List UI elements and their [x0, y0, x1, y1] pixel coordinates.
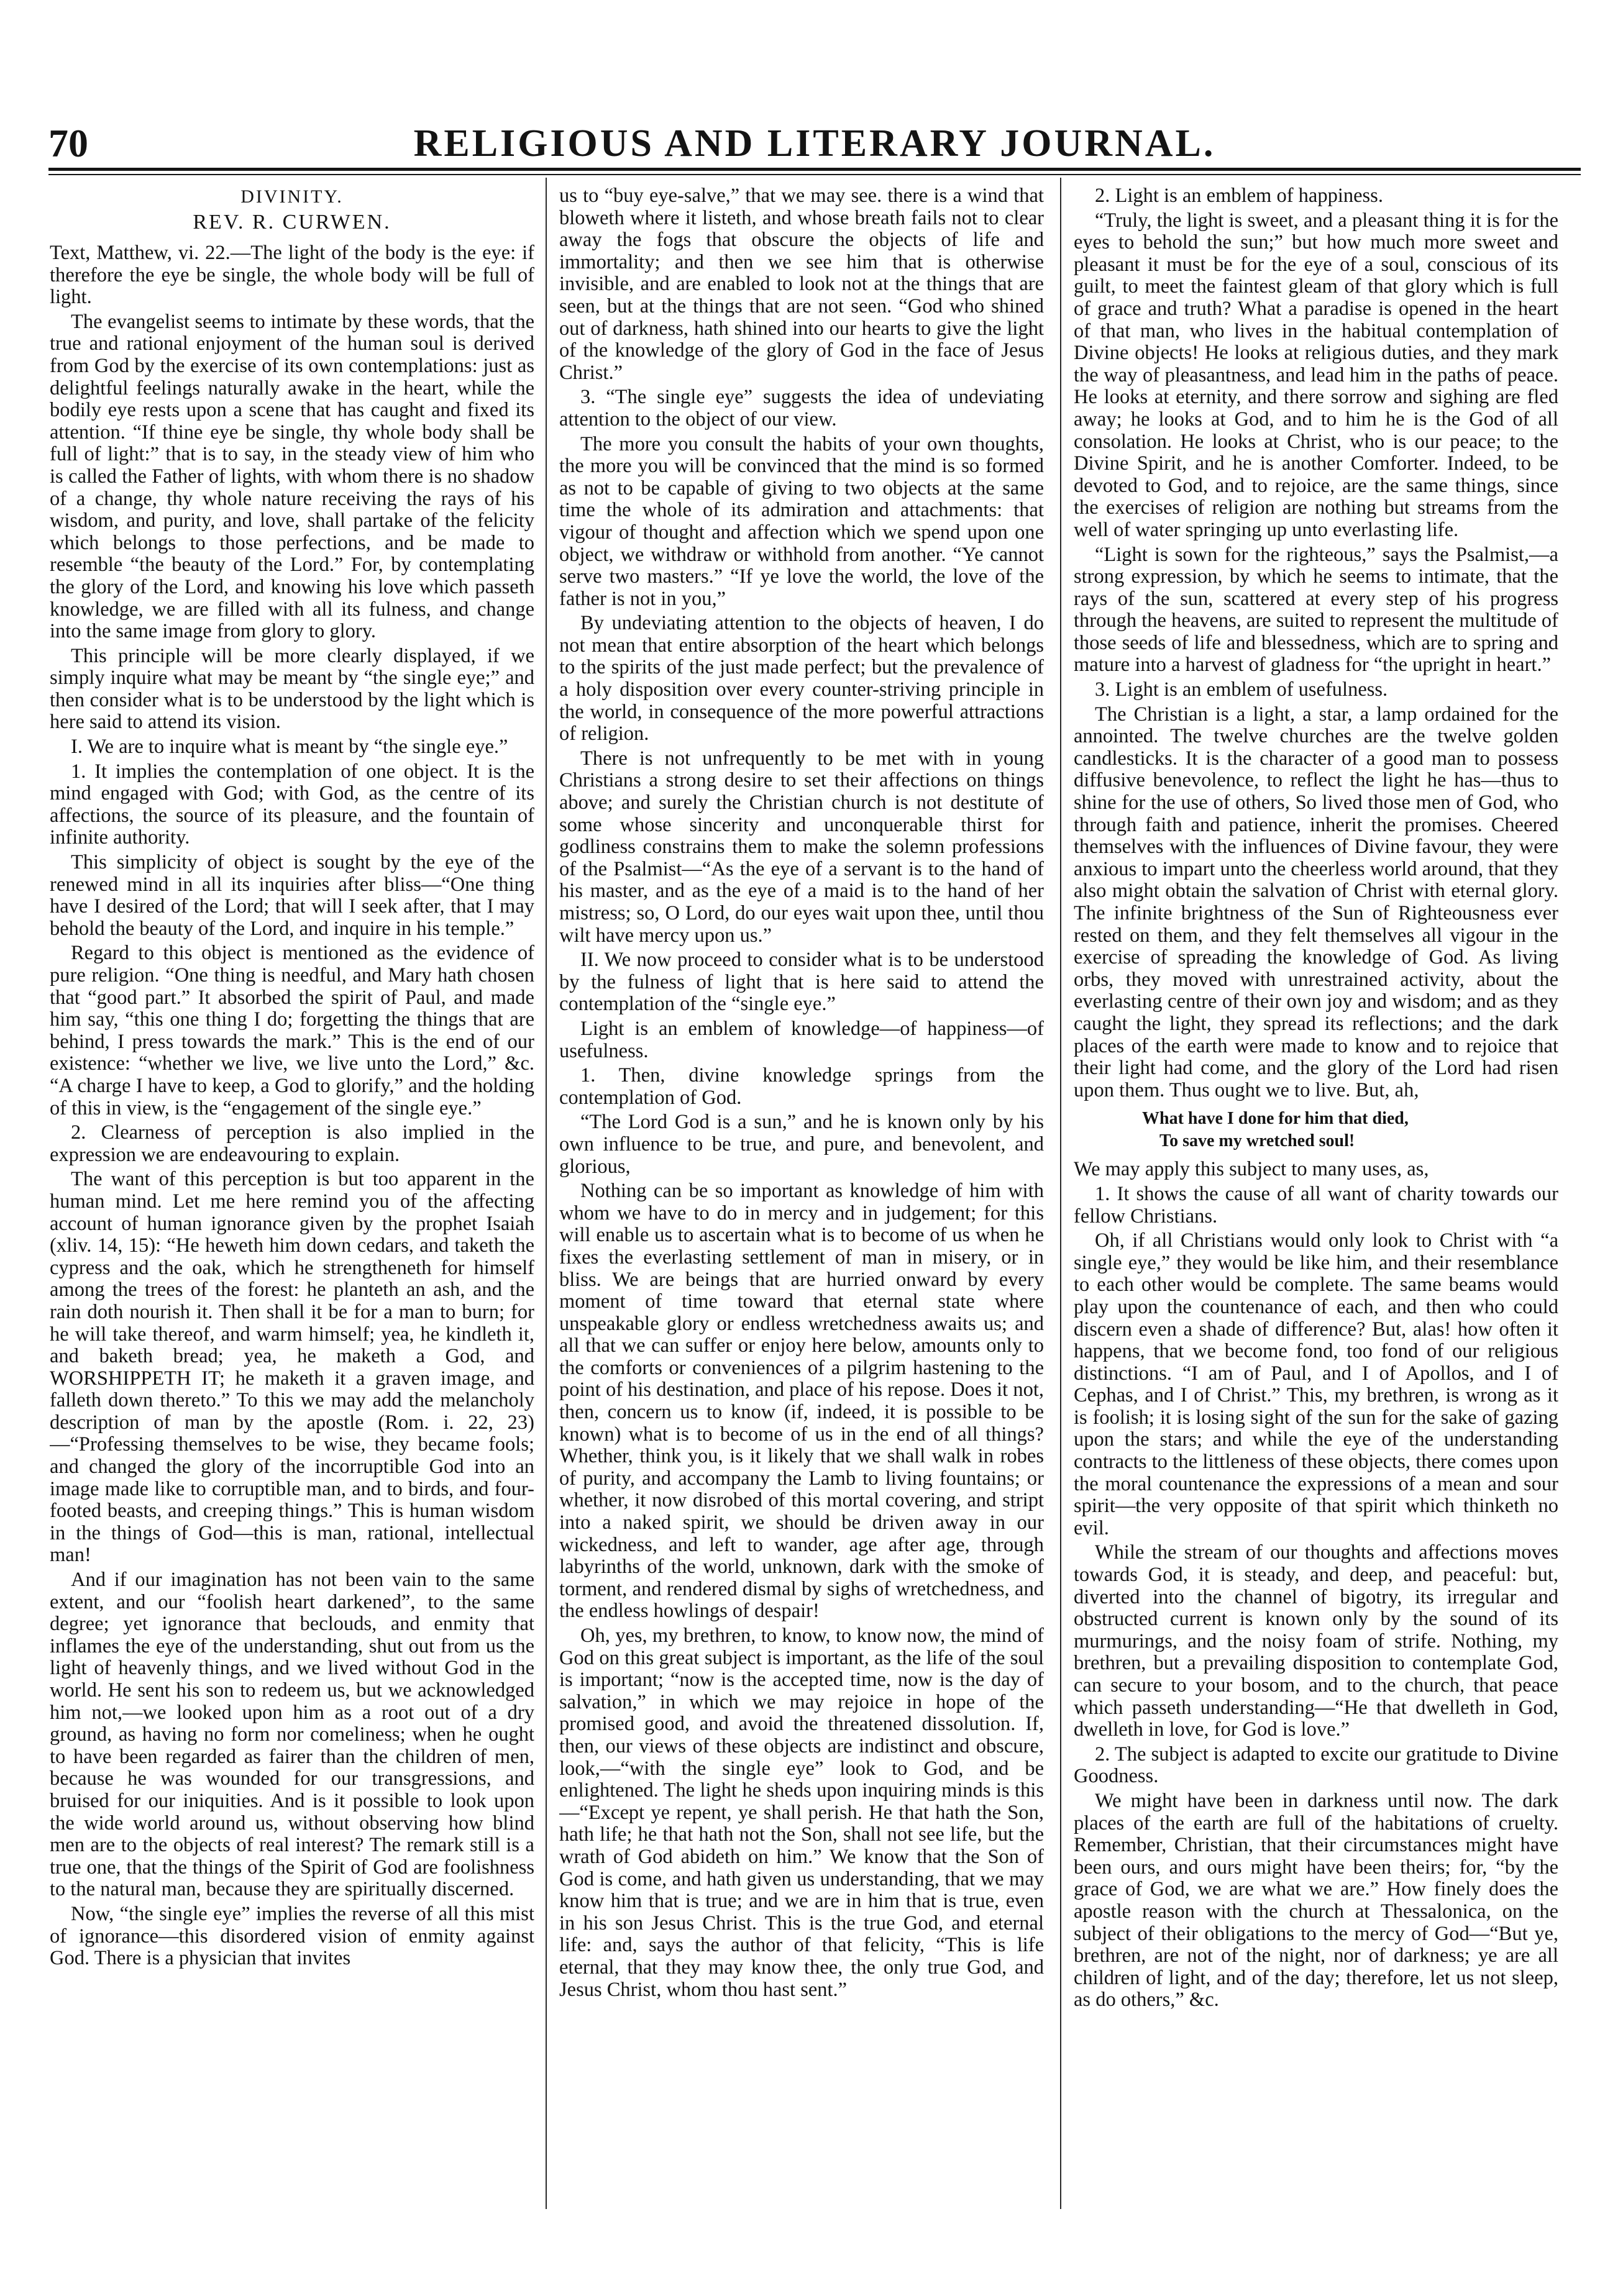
- paragraph: The evangelist seems to intimate by these words, that the true and rational enjoyment of the human soul is derived from God by the exercise of its own contemplations: just as delightful feelings naturally awake in the heart, while the bodily eye rests upon a scene that has caught and fixed its attention. “If thine eye be single, thy whole body shall be full of light:” that is to say, in the steady view of him who is called the Father of lights, with whom there is no shadow of a change, thy whole nature receiving the rays of his wisdom, and purity, and love, shall partake of the felicity which belongs to those perfections, and be made to resemble “the beauty of the Lord.” For, by contemplating the glory of the Lord, and knowing his love which passeth knowledge, we are filled with all its fulness, and change into the same image from glory to glory.: [50, 310, 534, 643]
- paragraph: The Christian is a light, a star, a lamp ordained for the annointed. The twelve churches are the twelve golden candlesticks. It is the character of a good man to possess diffusive benevolence, to reflect the light he has—thus to shine for the use of others, So lived those men of God, who through faith and patience, inherit the promises. Cheered themselves with the influences of Divine favour, they were anxious to impart unto the cheerless world around, that they also might obtain the salvation of Christ with eternal glory. The infinite brightness of the Sun of Righteousness ever rested on them, and they felt themselves all vigour in the exercise of spreading the knowledge of God. As living orbs, they moved with unrestrained activity, about the everlasting centre of their own joy and wisdom; and as they caught the light, they spread its reflections; and the dark places of the earth were made to know and to rejoice that their light had come, and the glory of the Lord had risen upon them. Thus ought we to live. But, ah,: [1074, 703, 1558, 1101]
- paragraph: Oh, if all Christians would only look to Christ with “a single eye,” they would be like him, and their resemblance to each other would be complete. The same beams would play upon the countenance of each, and then who could discern even a shade of difference? But, alas! how often it happens, that we become fond, too fond of our religious distinctions. “I am of Paul, and I of Apollos, and I of Cephas, and I of Christ.” This, my brethren, is wrong as it is foolish; it is losing sight of the sun for the sake of gazing upon the stars; and while the eye of the understanding contracts to the littleness of these objects, there comes upon the moral countenance the expressions of a mean and sour spirit—the very opposite of that spirit which thinketh no evil.: [1074, 1229, 1558, 1539]
- paragraph: I. We are to inquire what is meant by “the single eye.”: [71, 736, 508, 758]
- paragraph: us to “buy eye-salve,” that we may see. there is a wind that bloweth where it listeth, and whose breath fails not to clear away the fogs that obscure the objects of life and immortality; and then we see him that is otherwise invisible, and are enabled to look not at the things that are seen, but at the things that are not seen. “God who shined out of darkness, hath shined into our hearts to give the light of the knowledge of the glory of God in the face of Jesus Christ.”: [559, 185, 1044, 384]
- header-rule-thick: [48, 168, 1581, 171]
- header-rule-thin: [48, 174, 1581, 175]
- paragraph: The more you consult the habits of your own thoughts, the more you will be convinced that the mind is so formed as not to be capable of giving to two objects at the same time the whole of its admiration and attachments: that vigour of thought and affection which we spend upon one object, we withdraw or withhold from another. “Ye cannot serve two masters.” “If ye love the world, the love of the father is not in you,”: [559, 432, 1044, 610]
- paragraph: While the stream of our thoughts and affections moves towards God, it is steady, and deep, and peaceful: but, diverted into the channel of bigotry, its irregular and obstructed current is known only by the sound of its murmurings, and the noisy foam of strife. Nothing, my brethren, but a prevailing disposition to contemplate God, can secure to your bosom, and to the church, that peace which passeth understanding—“He that dwelleth in God, dwelleth in love, for God is love.”: [1074, 1541, 1558, 1741]
- paragraph: 1. It shows the cause of all want of charity towards our fellow Christians.: [1074, 1182, 1558, 1228]
- paragraph: This simplicity of object is sought by the eye of the renewed mind in all its inquiries after bliss—“One thing have I desired of the Lord; that will I seek after, that I may behold the beauty of the Lord, and inquire in his temple.”: [50, 851, 534, 940]
- paragraph: 1. Then, divine knowledge springs from the contemplation of God.: [559, 1064, 1044, 1109]
- hymn-line: What have I done for him that died,: [1142, 1109, 1409, 1129]
- column-left: [50, 185, 534, 2204]
- paragraph: There is not unfrequently to be met with in young Christians a strong desire to set their affections on things above; and surely the Christian church is not destitute of some whose sincerity and unconquerable thirst for godliness constrains them to make the solemn professions of the Psalmist—“As the eye of a servant is to the hand of his master, and as the eye of a maid is to the hand of her mistress; so, O Lord, do our eyes wait upon thee, until thou wilt have mercy upon us.”: [559, 747, 1044, 947]
- paragraph: Now, “the single eye” implies the reverse of all this mist of ignorance—this disordered vision of enmity against God. There is a physician that invites: [50, 1902, 534, 1970]
- column-divider-left: [546, 178, 547, 2209]
- hymn-line: To save my wretched soul!: [1159, 1131, 1355, 1151]
- paragraph: The want of this perception is but too apparent in the human mind. Let me here remind you of the affecting account of human ignorance given by the prophet Isaiah (xliv. 14, 15): “He heweth him down cedars, and taketh the cypress and the oak, which he strengtheneth for himself among the trees of the forest: he planteth an ash, and the rain doth nourish it. Then shall it be for a man to burn; for he will take thereof, and warm himself; yea, he kindleth it, and baketh bread; yea, he maketh a God, and WORSHIPPETH IT; he maketh it a graven image, and falleth down thereto.” To this we may add the melancholy description of man by the apostle (Rom. i. 22, 23)—“Professing themselves to be wise, they became fools; and changed the glory of the incorruptible God into an image made like to corruptible man, and to birds, and four-footed beasts, and creeping things.” This is human wisdom in the things of God—this is man, rational, intellectual man!: [50, 1168, 534, 1567]
- paragraph: 2. Clearness of perception is also implied in the expression we are endeavouring to explain.: [50, 1121, 534, 1166]
- paragraph: “The Lord God is a sun,” and he is known only by his own influence to be true, and pure, and benevolent, and glorious,: [559, 1111, 1044, 1178]
- paragraph: By undeviating attention to the objects of heaven, I do not mean that entire absorption of the heart which belongs to the spirits of the just made perfect; but the prevalence of a holy disposition over every counter-striving principle in the world, in consequence of the more powerful attractions of religion.: [559, 612, 1044, 745]
- paragraph: 3. “The single eye” suggests the idea of undeviating attention to the object of our view.: [559, 386, 1044, 430]
- paragraph: 3. Light is an emblem of usefulness.: [1095, 678, 1388, 701]
- paragraph: Nothing can be so important as knowledge of him with whom we have to do in mercy and in judgement; for this will enable us to ascertain what is to become of us when he fixes the everlasting settlement of man in misery, or in bliss. We are beings that are hurried onward by every moment of time toward that eternal state where unspeakable glory or endless wretchedness awaits us; and all that we can suffer or enjoy here below, amounts only to the comforts or conveniences of a pilgrim hastening to the point of his destination, and place of his repose. Does it not, then, concern us to know (if, indeed, it is possible to be known) what is to become of us in the end of all things? Whether, think you, is it likely that we shall walk in robes of purity, and accompany the Lamb to living fountains; or whether, it now disrobed of this mortal covering, and stript into a naked spirit, we should be driven away in our wickedness, and left to wander, age after age, through labyrinths of the world, unknown, dark with the smoke of torment, and rendered dismal by sighs of wretchedness, and the endless howlings of despair!: [559, 1180, 1044, 1623]
- hymn-quote: [1074, 1108, 1558, 1152]
- column-middle: [559, 185, 1044, 2204]
- column-right: [1074, 185, 1558, 2204]
- paragraph: Oh, yes, my brethren, to know, to know now, the mind of God on this great subject is important, as the life of the soul is important; “now is the accepted time, now is the day of salvation,” in which we may rejoice in hope of the promised good, and avoid the threatened dissolution. If, then, our views of these objects are indistinct and obscure, look,—“with the single eye” look to God, and be enlightened. The light he sheds upon inquiring minds is this—“Except ye repent, ye shall perish. He that hath the Son, hath life; he that hath not the Son, shall not see life, but the wrath of God abideth on him.” We know that the Son of God is come, and hath given us understanding, that we may know him that is true; and we are in him that is true, even in his son Jesus Christ. This is the true God, and eternal life: and, says the author of that felicity, “This is life eternal, that they may know thee, the only true God, and Jesus Christ, whom thou hast sent.”: [559, 1624, 1044, 2001]
- paragraph: “Truly, the light is sweet, and a pleasant thing it is for the eyes to behold the sun;” but how much more sweet and pleasant it must be for the eye of a soul, conscious of its guilt, to meet the faintest gleam of that glory which is full of grace and truth? What a paradise is opened in the heart of that man, who lives in the habitual contemplation of Divine objects! He looks at religious duties, and they mark the way of pleasantness, and lead him in the paths of peace. He looks at eternity, and there sorrow and sighing are fled away; he looks at God, and to him he is the God of all consolation. He looks at Christ, who is our peace; to the Divine Spirit, and he is another Comforter. Indeed, to be devoted to God, and to rejoice, are the same things, since the exercises of religion are nothing but streams from the well of water springing up unto everlasting life.: [1074, 209, 1558, 541]
- paragraph: 2. The subject is adapted to excite our gratitude to Divine Goodness.: [1074, 1742, 1558, 1788]
- paragraph: “Light is sown for the righteous,” says the Psalmist,—a strong expression, by which he seems to intimate, that the rays of the sun, scattered at every step of his progress through the heavens, are suited to represent the multitude of those seeds of life and blessedness, which are to spring and mature into a harvest of gladness for “the upright in heart.”: [1074, 543, 1558, 676]
- paragraph: Text, Matthew, vi. 22.—The light of the body is the eye: if therefore the eye be single, the whole body will be full of light.: [50, 242, 534, 309]
- paragraph: 2. Light is an emblem of happiness.: [1095, 185, 1383, 207]
- journal-title: RELIGIOUS AND LITERARY JOURNAL.: [413, 122, 1216, 165]
- paragraph: We may apply this subject to many uses, as,: [1074, 1158, 1429, 1181]
- paragraph: This principle will be more clearly displayed, if we simply inquire what may be meant by “the single eye;” and then consider what is to be understood by the light which is here said to attend its vision.: [50, 644, 534, 734]
- paragraph: And if our imagination has not been vain to the same extent, and our “foolish heart darkened”, to the same degree; yet ignorance that beclouds, and enmity that inflames the eye of the understanding, shut out from us the light of heavenly things, and we lived without God in the world. He sent his son to redeem us, but we acknowledged him not,—we looked upon him as a root out of a dry ground, as having no form nor comeliness; when he ought to have been regarded as fairer than the children of men, because he was wounded for our transgressions, and bruised for our iniquities. And is it possible to look upon the wide world around us, without observing how blind men are to the objects of real interest? The remark still is a true one, that the things of the Spirit of God are foolishness to the natural man, because they are spiritually discerned.: [50, 1569, 534, 1901]
- paragraph: II. We now proceed to consider what is to be understood by the fulness of light that is here said to attend the contemplation of the “single eye.”: [559, 949, 1044, 1016]
- paragraph: Light is an emblem of knowledge—of happiness—of usefulness.: [559, 1017, 1044, 1062]
- page-number: 70: [48, 121, 88, 165]
- page-header: [48, 123, 1581, 164]
- paragraph: We might have been in darkness until now. The dark places of the earth are full of the habitations of cruelty. Remember, Christian, that their circumstances might have been ours, and ours might have been theirs; for, “by the grace of God, we are what we are.” How finely does the apostle reason with the church at Thessalonica, on the subject of their obligations to the mercy of God—“But ye, brethren, are not of the night, nor of darkness; ye are all children of light, and of the day; therefore, let us not sleep, as do others,” &c.: [1074, 1789, 1558, 2011]
- paragraph: 1. It implies the contemplation of one object. It is the mind engaged with God; with God, as the centre of its affections, the source of its pleasure, and the fountain of infinite authority.: [50, 760, 534, 849]
- sermon-author: REV. R. CURWEN.: [193, 211, 391, 234]
- section-heading: DIVINITY.: [240, 186, 344, 207]
- paragraph: Regard to this object is mentioned as the evidence of pure religion. “One thing is needful, and Mary hath chosen that “good part.” It absorbed the spirit of Paul, and made him say, “this one thing I do; forgetting the things that are behind, I press towards the mark.” This is the end of our existence: “whether we live, we live unto the Lord,” &c. “A charge I have to keep, a God to glorify,” and the holding of this in view, is the “engagement of the single eye.”: [50, 942, 534, 1119]
- column-divider-right: [1060, 178, 1061, 2209]
